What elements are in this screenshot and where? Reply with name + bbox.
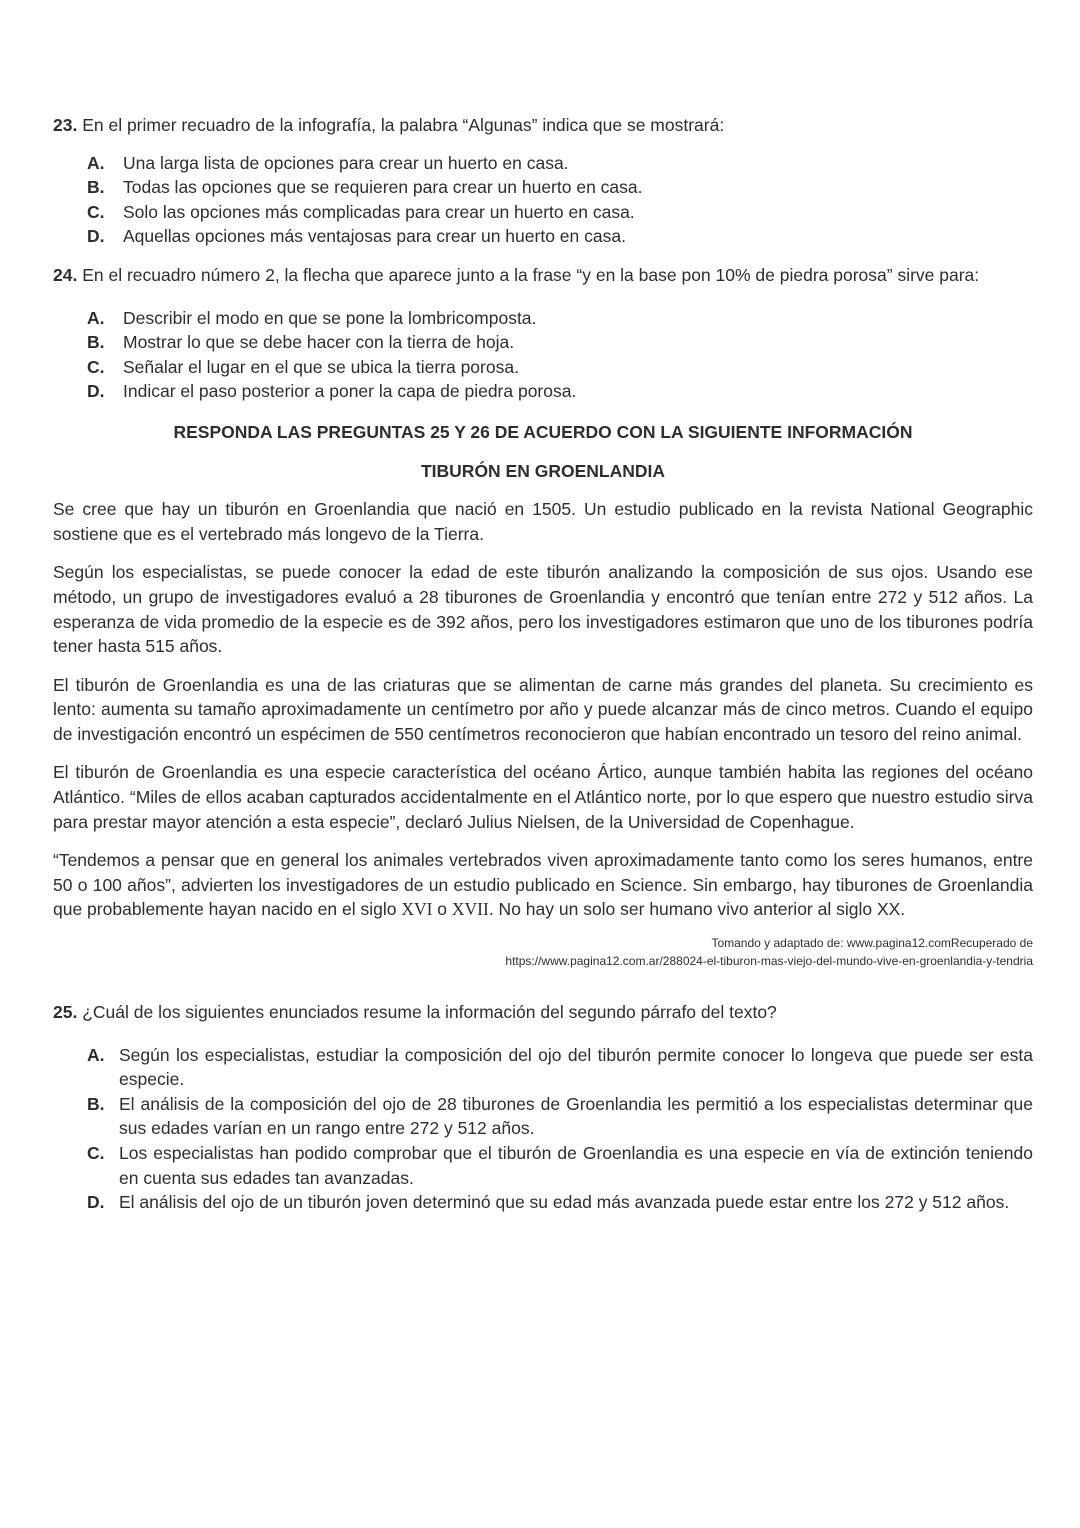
option-letter: D. [87,226,105,247]
option-text: Señalar el lugar en el que se ubica la tierra porosa. [123,356,519,377]
reading-title: TIBURÓN EN GROENLANDIA [420,460,666,481]
option-text: Todas las opciones que se requieren para crear un huerto en casa. [123,177,643,198]
option-text: Indicar el paso posterior a poner la capa de piedra porosa. [123,381,577,402]
question-25 [53,1000,1033,1025]
paragraph-text: . No hay un solo ser humano vivo anterior al siglo XX. [488,899,906,920]
option-b [87,1092,1033,1141]
option-letter: B. [87,177,105,198]
option-text: Una larga lista de opciones para crear un huerto en casa. [123,152,569,173]
option-text: Los especialistas han podido comprobar que el tiburón de Groenlandia es una especie en vía de extinción teniendo en cuenta sus edades tan avanzadas. [119,1143,1033,1188]
option-letter: C. [87,201,105,222]
question-23-options [87,151,1033,249]
option-a [87,306,1033,331]
option-letter: D. [87,1192,105,1213]
question-text: ¿Cuál de los siguientes enunciados resume la información del segundo párrafo del texto? [82,1002,777,1023]
option-letter: D. [87,381,105,402]
paragraph-1: Se cree que hay un tiburón en Groenlandia que nació en 1505. Un estudio publicado en la revista National Geographic sostiene que es el vertebrado más longevo de la Tierra. [53,499,1033,544]
option-letter: C. [87,356,105,377]
century-xvi: XVI [401,899,433,920]
option-text: El análisis de la composición del ojo de 28 tiburones de Groenlandia les permitió a los especialistas determinar que sus edades varían en un rango entre 272 y 512 años. [119,1093,1033,1139]
option-text: Describir el modo en que se pone la lombricomposta. [123,307,537,328]
paragraph-text: “Tendemos a pensar que en general los animales vertebrados viven aproximadamente tanto como los seres humanos, entre 50 o 100 años”, advierten los investigadores de un estudio publicado en Science. Sin embargo, hay tiburones de Groenlandia que probablemente hayan nacido en el siglo [53,850,1033,920]
option-d [87,379,1033,404]
source-url: https://www.pagina12.com.ar/288024-el-tiburon-mas-viejo-del-mundo-vive-en-groenlandia-y-tendria [505,954,1033,969]
source-citation [53,934,1033,970]
option-a [87,151,1033,176]
option-b [87,175,1033,200]
option-text: Aquellas opciones más ventajosas para crear un huerto en casa. [123,226,626,247]
question-number: 24. [53,264,78,285]
paragraph-3: El tiburón de Groenlandia es una de las criaturas que se alimentan de carne más grandes del planeta. Su crecimiento es lento: aumenta su tamaño aproximadamente un centímetro por año y puede alcanzar más de cinco metros. Cuando el equipo de investigación encontró un espécimen de 550 centímetros reconocieron que habían encontrado un tesoro del reino animal. [53,674,1033,744]
source-line-1: Tomando y adaptado de: www.pagina12.comRecuperado de [711,936,1033,951]
question-text: En el primer recuadro de la infografía, la palabra “Algunas” indica que se mostrará: [82,115,725,135]
option-letter: A. [87,1044,105,1065]
option-c [87,200,1033,225]
exam-page [53,113,1033,1215]
paragraph-4: El tiburón de Groenlandia es una especie característica del océano Ártico, aunque también habita las regiones del océano Atlántico. “Miles de ellos acaban capturados accidentalmente en el Atlántico norte, por lo que espero que nuestro estudio sirva para prestar mayor atención a esta especie”, declaró Julius Nielsen, de la Universidad de Copenhague. [53,762,1033,832]
option-a [87,1043,1033,1092]
question-24 [53,263,1033,288]
question-24-options [87,306,1033,404]
question-23 [53,113,1033,138]
question-25-options [87,1043,1033,1215]
option-text: Solo las opciones más complicadas para crear un huerto en casa. [123,201,635,222]
question-number: 25. [53,1002,78,1023]
option-c [87,1141,1033,1190]
question-number: 23. [53,115,78,135]
option-letter: C. [87,1143,105,1163]
paragraph-2: Según los especialistas, se puede conocer la edad de este tiburón analizando la composición de sus ojos. Usando ese método, un grupo de investigadores evaluó a 28 tiburones de Groenlandia y encontró que tenían entre 272 y 512 años. La esperanza de vida promedio de la especie es de 392 años, pero los investigadores estimaron que uno de los tiburones podría tener hasta 515 años. [53,562,1033,657]
paragraph-text: o [432,899,452,920]
option-letter: A. [87,152,105,173]
option-text: Mostrar lo que se debe hacer con la tierra de hoja. [123,332,515,353]
century-xvii: XVII [451,899,489,920]
option-b [87,330,1033,355]
option-c [87,355,1033,380]
question-text: En el recuadro número 2, la flecha que aparece junto a la frase “y en la base pon 10% de piedra porosa” sirve para: [82,264,980,285]
paragraph-5 [53,848,1033,922]
option-d [87,1190,1033,1215]
option-letter: A. [87,307,105,328]
option-text: El análisis del ojo de un tiburón joven determinó que su edad más avanzada puede estar entre los 272 y 512 años. [119,1192,1010,1213]
section-heading: RESPONDA LAS PREGUNTAS 25 Y 26 DE ACUERDO CON LA SIGUIENTE INFORMACIÓN [173,421,913,442]
option-letter: B. [87,332,105,353]
option-text: Según los especialistas, estudiar la composición del ojo del tiburón permite conocer lo longeva que puede ser esta especie. [119,1044,1033,1090]
option-letter: B. [87,1093,105,1114]
option-d [87,224,1033,249]
